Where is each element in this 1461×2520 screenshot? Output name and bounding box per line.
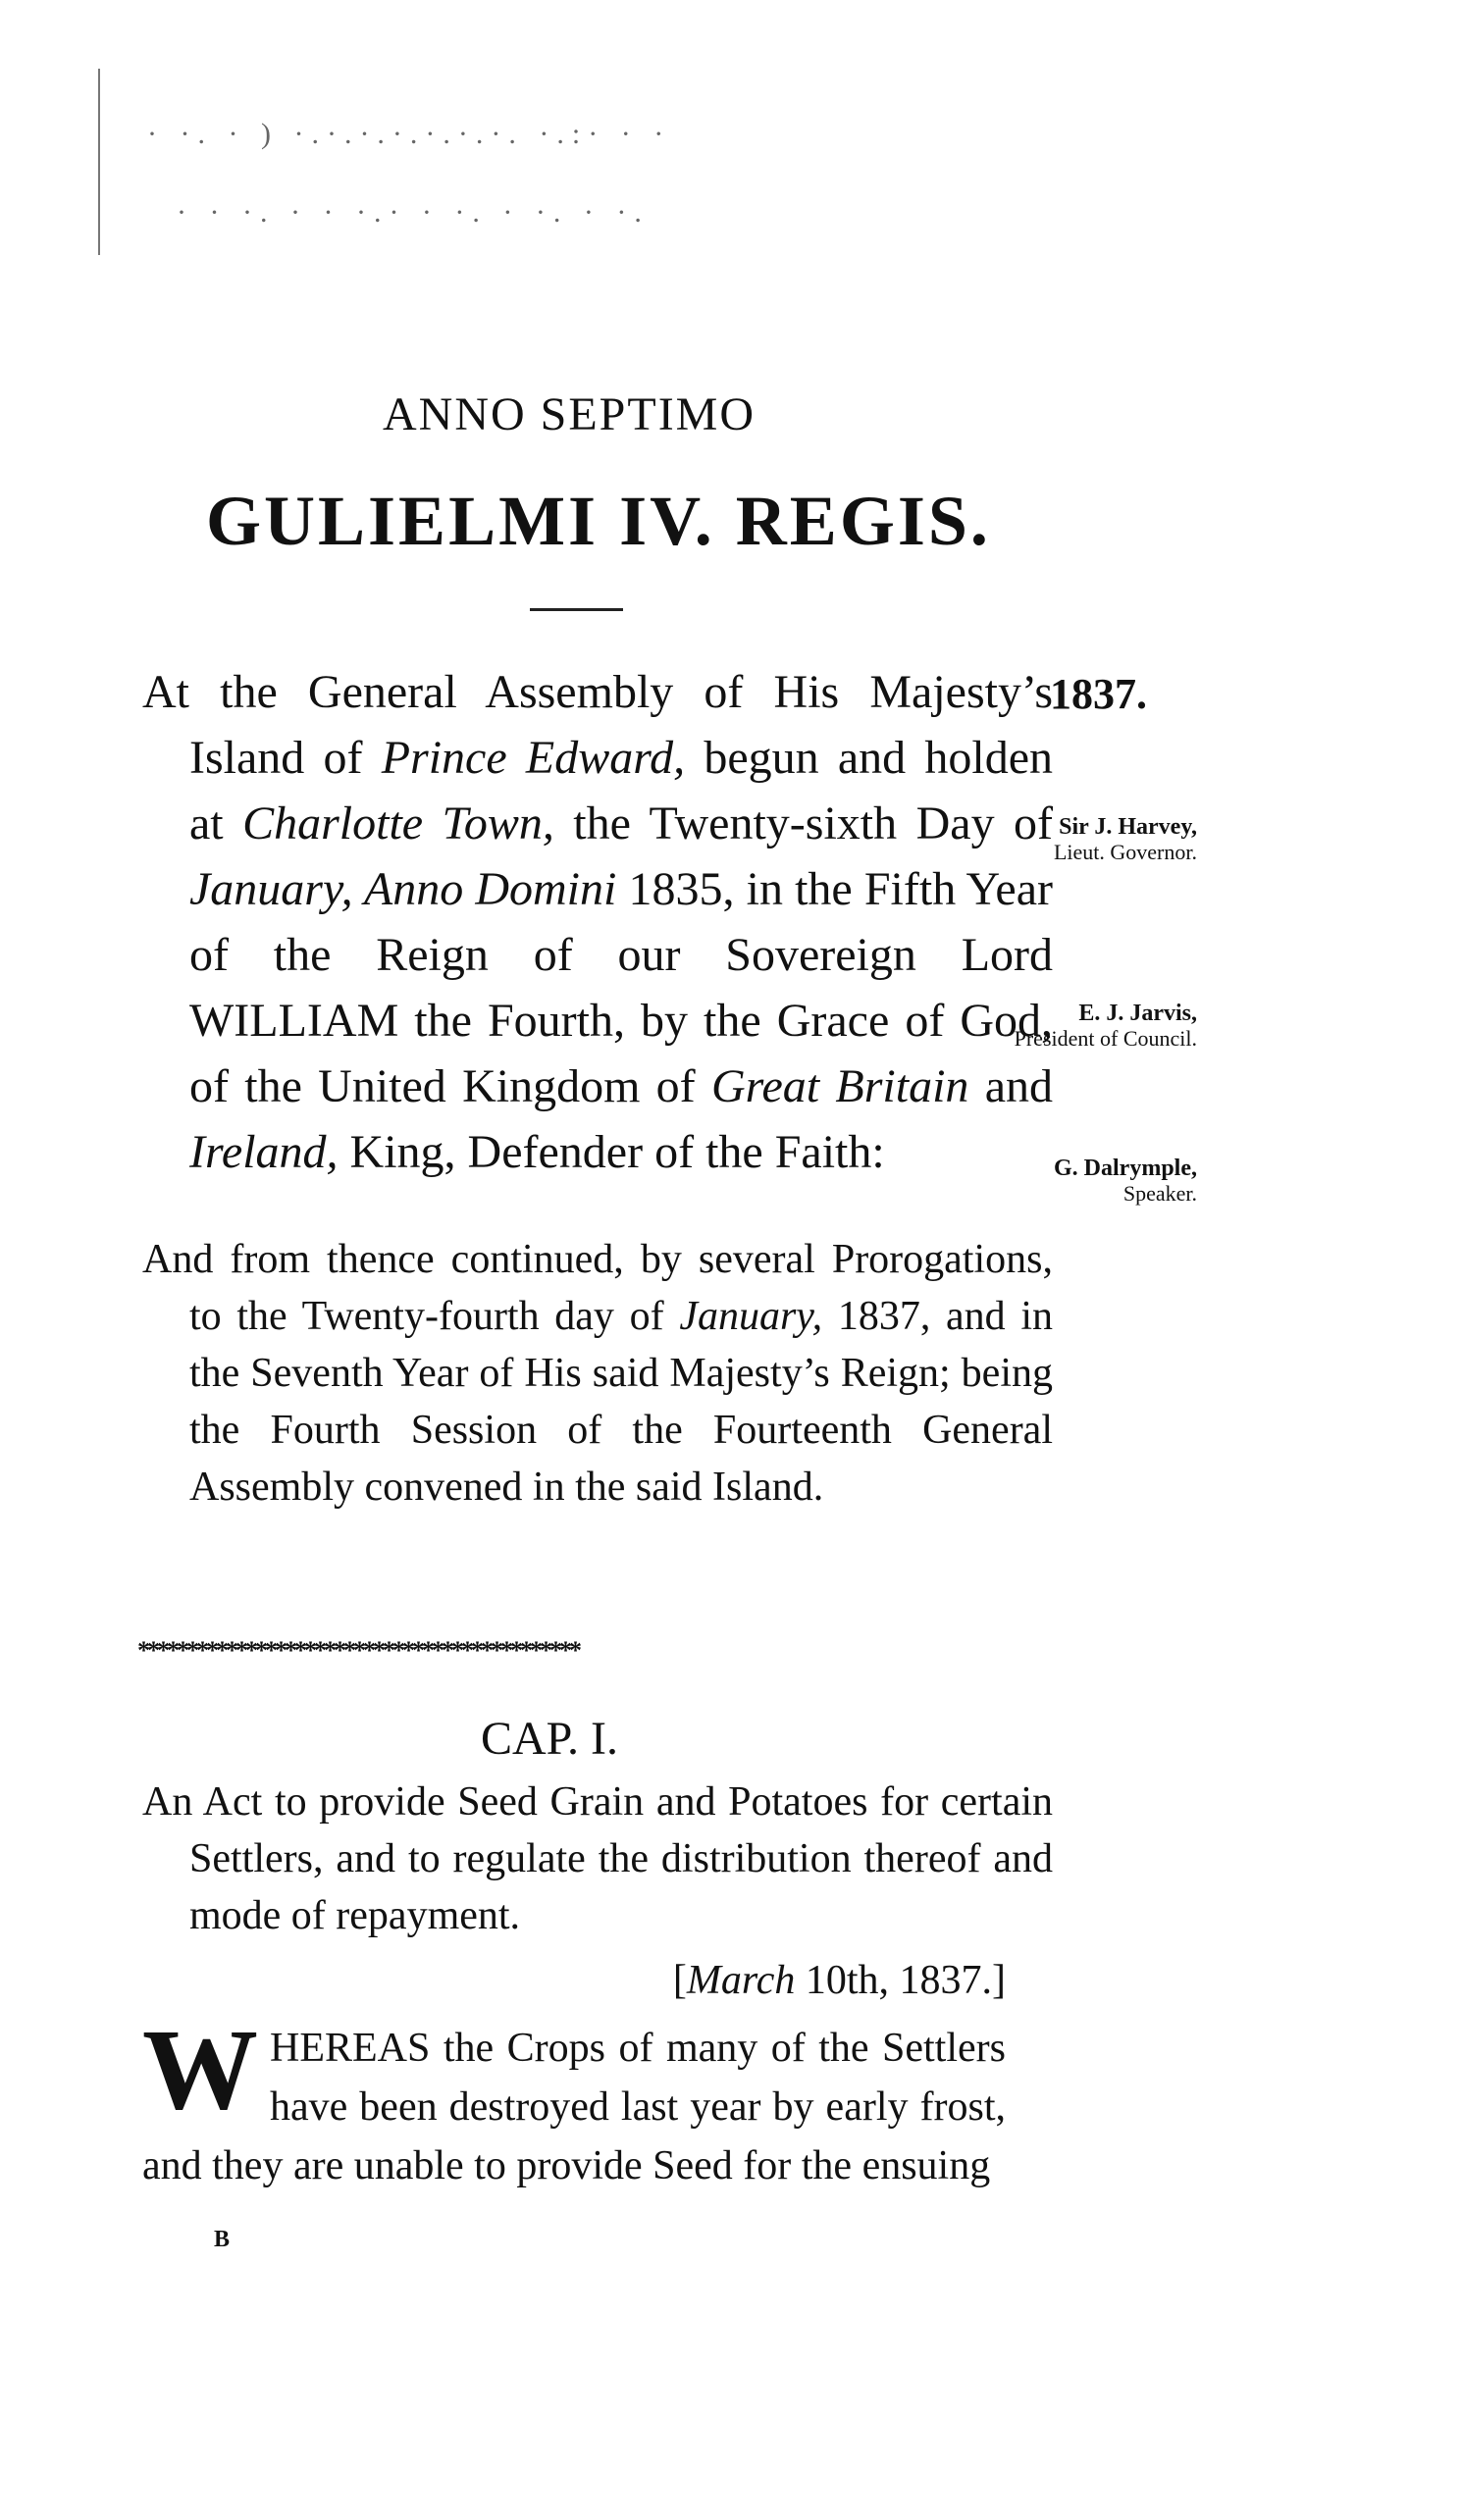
margin-note-name: Sir J. Harvey,: [1059, 814, 1197, 840]
drop-cap: W: [142, 2005, 258, 2134]
italic-text-segment: Great Britain: [710, 1060, 969, 1112]
bleed-through-speckle: · ·. · ) ·.·.·.·.·.·.·. ·.:· · ·: [147, 118, 672, 150]
act-date-rest: 10th, 1837.]: [795, 1958, 1006, 2003]
signature-mark: B: [214, 2227, 231, 2252]
margin-year: 1837.: [1050, 670, 1147, 718]
text-segment: the Twenty-sixth Day of: [553, 797, 1053, 849]
text-segment: At the General Assembly of His Majesty’s Island of: [142, 666, 1053, 784]
margin-note-speaker: [1011, 1156, 1197, 1207]
italic-text-segment: Charlotte Town,: [242, 797, 554, 849]
margin-note-name: E. J. Jarvis,: [1078, 1001, 1197, 1026]
session-paragraph: [142, 1231, 1053, 1516]
act-body-text: HEREAS the Crops of many of the Settlers have been destroyed last year by early frost, and they are unable to provide Seed for the ensuing: [142, 2026, 1006, 2188]
act-date-open: [: [672, 1958, 687, 2003]
italic-text-segment: Prince Edward,: [381, 732, 686, 784]
italic-text-segment: January,: [679, 1294, 823, 1339]
margin-note-role: Lieut. Governor.: [1053, 840, 1197, 864]
regnal-title: GULIELMI IV. REGIS.: [206, 482, 991, 560]
text-segment: 1835, in the Fifth Year of the Reign of our Sovereign Lord WILLIAM the Fourth, by the Grace of God, of the United Kingdom of: [189, 863, 1054, 1112]
text-segment: and: [968, 1060, 1053, 1112]
act-title: An Act to provide Seed Grain and Potatoes for certain Settlers, and to regulate the distribution thereof and mode of repayment.: [142, 1779, 1053, 1938]
chapter-heading: CAP. I.: [481, 1713, 619, 1765]
margin-note-governor: [1011, 814, 1197, 865]
margin-note-role: President of Council.: [1014, 1026, 1197, 1051]
page-edge-rule: [98, 69, 100, 255]
act-date: [589, 1957, 1006, 2004]
text-segment: 1837, and in the Seventh Year of His said Majesty’s Reign; being the Fourth Session of the Fourteenth General Assembly convened in the said Island.: [189, 1294, 1054, 1510]
act-body: [142, 2005, 1006, 2195]
italic-text-segment: January, Anno Domini: [189, 863, 617, 915]
margin-note-president: [1011, 1001, 1197, 1052]
title-rule: [530, 608, 623, 611]
margin-note-name: G. Dalrymple,: [1054, 1156, 1197, 1181]
assembly-preamble: [142, 659, 1053, 1185]
text-segment: King, Defender of the Faith:: [338, 1126, 885, 1178]
regnal-year-heading: ANNO SEPTIMO: [383, 388, 757, 440]
text-segment: begun and holden at: [189, 732, 1053, 849]
text-segment: And from thence continued, by several Prorogations, to the Twenty-fourth day of: [142, 1237, 1053, 1339]
act-date-month: March: [686, 1958, 796, 2003]
bleed-through-speckle: · · ·. · · ·.· · ·. · ·. · ·.: [177, 196, 650, 229]
margin-note-role: Speaker.: [1122, 1181, 1197, 1206]
italic-text-segment: Ireland,: [189, 1126, 339, 1178]
star-separator: *********************************************: [137, 1636, 579, 1665]
